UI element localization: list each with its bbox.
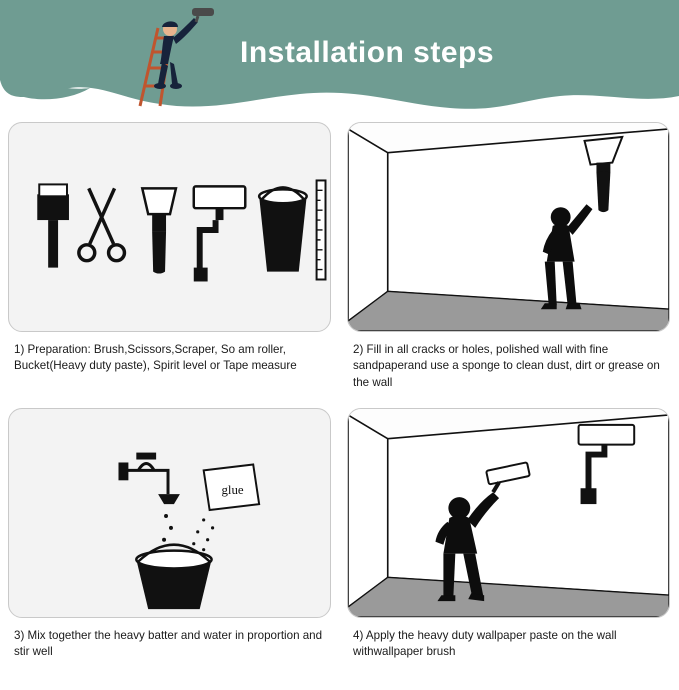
bucket-icon [136, 545, 211, 609]
step-2-text: Fill in all cracks or holes, polished wall with fine sandpaperand use a sponge to clean dust, dirt or grease on the wall [353, 343, 660, 389]
step-1-caption [8, 332, 331, 404]
glue-packet-label: glue [221, 483, 244, 498]
steps-grid [0, 118, 679, 690]
tools-row-icon [9, 123, 330, 331]
step-2-number: 2) [353, 343, 364, 356]
step-4-illustration [347, 408, 670, 618]
faucet-glue-bucket-icon [9, 409, 330, 617]
person-roller-wall-icon [348, 409, 669, 617]
step-1-number: 1) [14, 343, 25, 356]
step-4-number: 4) [353, 629, 364, 642]
glue-packet-icon [204, 464, 259, 510]
step-1 [0, 118, 339, 404]
step-3 [0, 404, 339, 690]
step-3-number: 3) [14, 629, 25, 642]
step-1-text: Preparation: Brush,Scissors,Scraper, So am roller, Bucket(Heavy duty paste), Spirit level or Tape measure [14, 343, 297, 373]
powder-dots-icon [192, 518, 214, 551]
step-2-illustration [347, 122, 670, 332]
step-1-illustration [8, 122, 331, 332]
person-scraper-wall-icon [348, 123, 669, 331]
step-4-caption [347, 618, 670, 690]
step-4-text: Apply the heavy duty wallpaper paste on the wall withwallpaper brush [353, 629, 617, 659]
painter-illustration [118, 0, 228, 110]
scraper-icon [142, 188, 176, 273]
step-2 [339, 118, 678, 404]
scissors-icon [79, 188, 125, 260]
page-title: Installation steps [240, 36, 495, 69]
ruler-icon [317, 180, 326, 279]
step-3-illustration [8, 408, 331, 618]
paint-roller-icon [194, 186, 246, 281]
step-3-caption [8, 618, 331, 690]
bucket-icon [259, 187, 307, 271]
faucet-icon [118, 453, 179, 505]
step-2-caption [347, 332, 670, 404]
water-drops-icon [162, 514, 173, 554]
step-3-text: Mix together the heavy batter and water in proportion and stir well [14, 629, 323, 659]
step-4 [339, 404, 678, 690]
header-banner [0, 0, 679, 120]
brush-icon [37, 184, 69, 267]
